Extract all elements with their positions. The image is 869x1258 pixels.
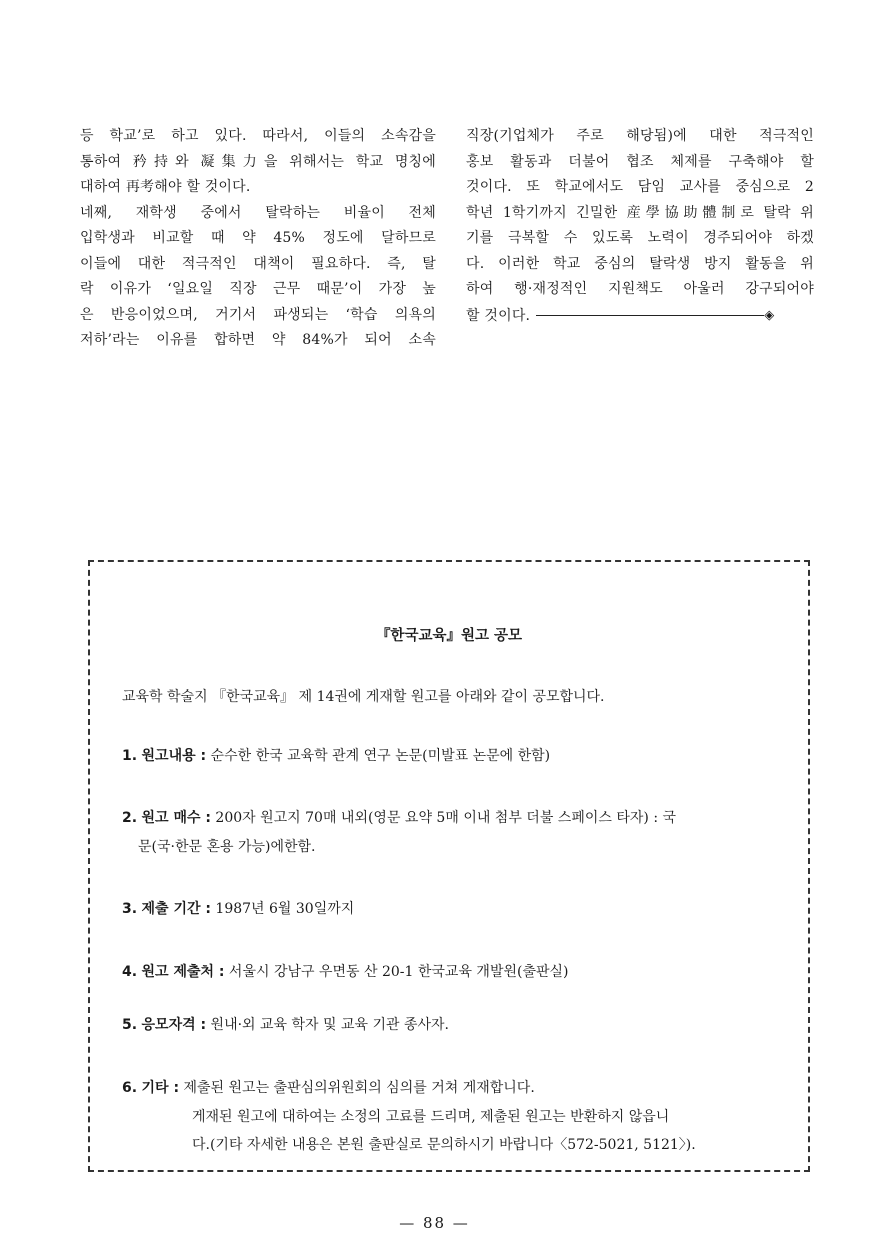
right-text-column <box>466 124 814 329</box>
notice-item-length <box>122 804 802 862</box>
item-text: 1987년 6월 30일까지 <box>210 901 355 917</box>
item-text: 제출된 원고는 출판심의위원회의 심의를 거쳐 게재합니다. <box>179 1080 535 1096</box>
item-key: 원고내용 : <box>141 748 207 764</box>
notice-item-etc <box>122 1074 802 1159</box>
notice-intro: 교육학 학술지 『한국교육』 제 14권에 게재할 원고를 아래와 같이 공모합니다. <box>122 689 605 705</box>
paragraph-line: 이들에 대한 적극적인 대책이 필요하다. 즉, 탈 <box>80 255 436 272</box>
paragraph-line: 통하여 矜持와 凝集力을 위해서는 학교 명칭에 <box>80 153 436 170</box>
paragraph-line: 다. 이러한 학교 중심의 탈락생 방지 활동을 위 <box>466 255 814 272</box>
paragraph-line: 네째, 재학생 중에서 탈락하는 비율이 전체 <box>80 204 436 221</box>
item-continuation: 다.(기타 자세한 내용은 본원 출판실로 문의하시기 바랍니다〈572-5021, 5121〉). <box>192 1137 696 1153</box>
item-text: 200자 원고지 70매 내외(영문 요약 5매 이내 첨부 더불 스페이스 타자) : 국 <box>210 810 677 826</box>
item-continuation: 문(국·한문 혼용 가능)에한함. <box>138 839 316 855</box>
item-text: 원내·외 교육 학자 및 교육 기관 종사자. <box>206 1017 450 1033</box>
notice-item-deadline <box>122 895 802 924</box>
item-number: 5. <box>122 1017 138 1033</box>
paragraph-line: 저하’라는 이유를 합하면 약 84%가 되어 소속 <box>80 332 436 348</box>
notice-item-eligibility <box>122 1011 802 1040</box>
paragraph-line: 것이다. 또 학교에서도 담임 교사를 중심으로 2 <box>466 179 814 195</box>
paragraph-line: 은 반응이었으며, 거기서 파생되는 ‘학습 의욕의 <box>80 306 436 323</box>
paragraph-line: 입학생과 비교할 때 약 45% 정도에 달하므로 <box>80 230 436 246</box>
item-key: 원고 제출처 : <box>141 964 225 980</box>
item-text: 순수한 한국 교육학 관계 연구 논문(미발표 논문에 한함) <box>206 748 551 764</box>
paragraph-line: 홍보 활동과 더불어 협조 체제를 구축해야 할 <box>466 153 814 170</box>
item-number: 3. <box>122 901 138 917</box>
notice-item-submit-to <box>122 958 802 987</box>
paragraph-line: 학년 1학기까지 긴밀한 産學協助體制로 탈락 위 <box>466 204 814 221</box>
item-key: 응모자격 : <box>141 1017 207 1033</box>
item-text: 서울시 강남구 우면동 산 20-1 한국교육 개발원(출판실) <box>224 964 569 980</box>
item-key: 제출 기간 : <box>141 901 211 917</box>
page-number: — 88 — <box>399 1214 470 1232</box>
manuscript-call-notice-box <box>88 560 810 1172</box>
paragraph-line: 등 학교’로 하고 있다. 따라서, 이들의 소속감을 <box>80 128 436 144</box>
end-mark-icon: ◈ <box>764 307 775 323</box>
paragraph-line: 하여 행·재정적인 지원책도 아울러 강구되어야 <box>466 281 814 297</box>
item-number: 4. <box>122 964 138 980</box>
paragraph-line: 락 이유가 ‘일요일 직장 근무 때문’이 가장 높 <box>80 281 436 297</box>
item-key: 기타 : <box>141 1080 180 1096</box>
item-key: 원고 매수 : <box>141 810 211 826</box>
paragraph-line: 대하여 再考해야 할 것이다. <box>80 179 251 195</box>
item-number: 6. <box>122 1080 138 1096</box>
left-text-column <box>80 124 436 354</box>
end-rule <box>536 315 764 316</box>
item-continuation: 게재된 원고에 대하여는 소정의 고료를 드리며, 제출된 원고는 반환하지 않읍니 <box>192 1109 670 1125</box>
paragraph-line: 직장(기업체가 주로 해당됨)에 대한 적극적인 <box>466 128 814 144</box>
paragraph-line: 기를 극복할 수 있도록 노력이 경주되어야 하겠 <box>466 230 814 246</box>
paragraph-last-line <box>466 303 814 329</box>
last-line-text: 할 것이다. <box>466 307 531 324</box>
notice-item-content <box>122 742 802 771</box>
notice-title: 『한국교육』원고 공모 <box>375 628 523 644</box>
item-number: 2. <box>122 810 138 826</box>
item-number: 1. <box>122 748 138 764</box>
